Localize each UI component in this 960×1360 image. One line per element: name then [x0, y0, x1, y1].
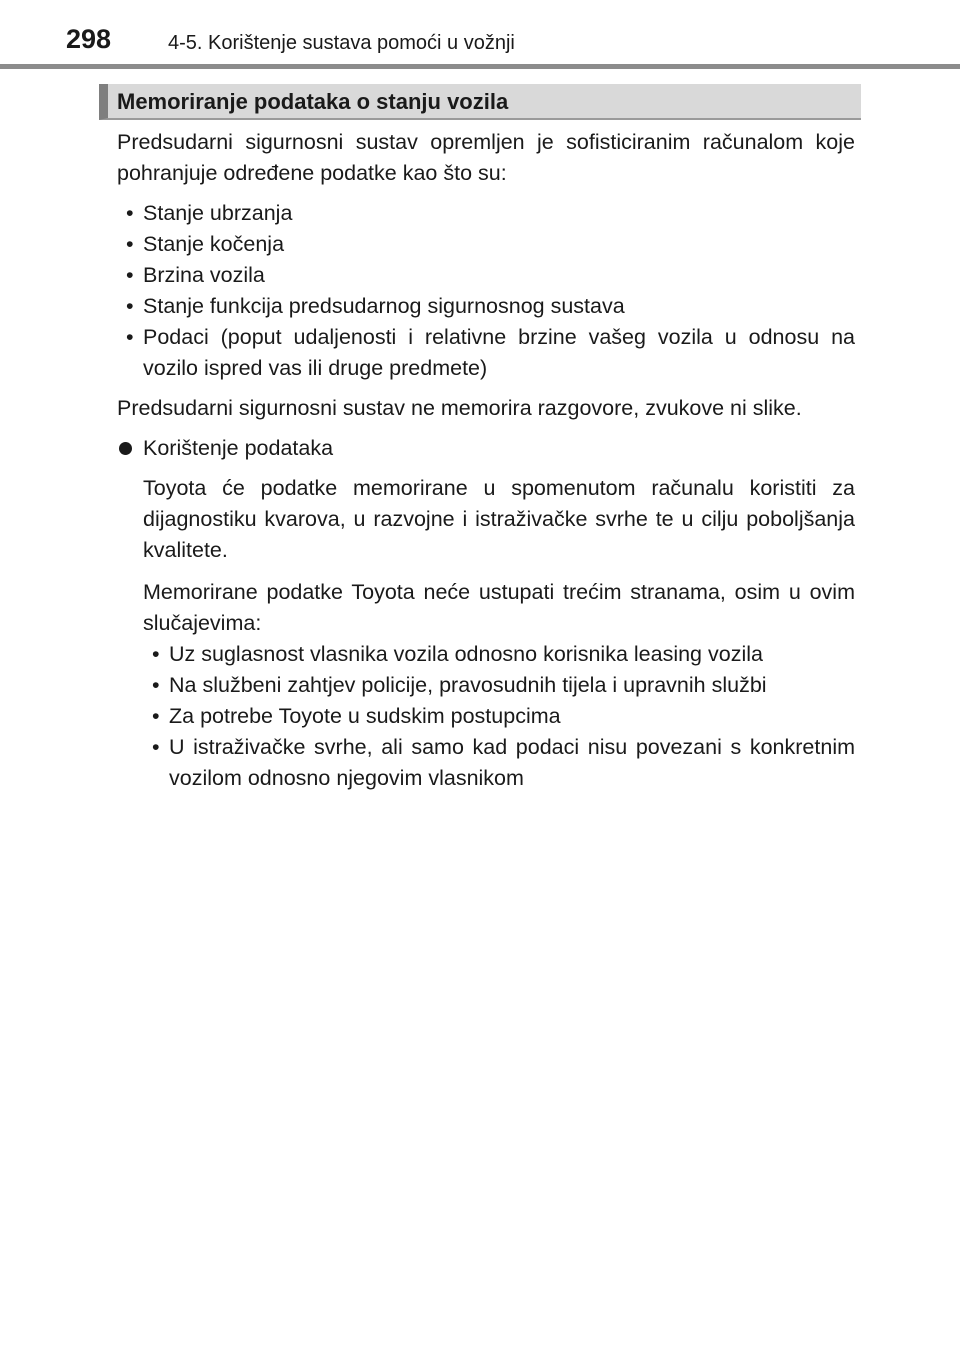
bullet-icon: • — [152, 673, 160, 697]
list-item-text: U istraživačke svrhe, ali samo kad podaci nisu povezani s konkretnim vozilom odnosno njegovim vlasnikom — [169, 735, 855, 790]
page-number: 298 — [66, 24, 112, 54]
filled-circle-icon — [119, 442, 132, 455]
usage-paragraph: Toyota će podatke memorirane u spomenutom računalu koristiti za dijagnostiku kvarova, u razvojne i istraživačke svrhe te u cilju poboljšanja kvalitete. — [143, 476, 855, 562]
list-item-text: Stanje funkcija predsudarnog sigurnosnog sustava — [143, 294, 625, 318]
bullet-icon: • — [126, 232, 134, 256]
usage-heading-text: Korištenje podataka — [143, 436, 334, 460]
list-item-text: Stanje ubrzanja — [143, 201, 293, 225]
bullet-icon: • — [152, 704, 160, 728]
list-item — [143, 701, 855, 732]
stored-data-list — [117, 198, 855, 384]
bullet-icon: • — [126, 263, 134, 287]
list-item — [117, 291, 855, 322]
list-item-text: Podaci (poput udaljenosti i relativne brzine vašeg vozila u odnosu na vozilo ispred vas ili druge predmete) — [143, 325, 855, 380]
list-item-text: Brzina vozila — [143, 263, 265, 287]
bullet-icon: • — [152, 735, 160, 759]
section-title: Memoriranje podataka o stanju vozila — [117, 89, 509, 114]
list-item — [143, 639, 855, 670]
header-divider — [0, 64, 960, 69]
bullet-icon: • — [126, 201, 134, 225]
list-item-text: Uz suglasnost vlasnika vozila odnosno korisnika leasing vozila — [169, 642, 763, 666]
list-item — [117, 260, 855, 291]
list-item — [117, 229, 855, 260]
usage-section — [117, 473, 855, 794]
bullet-icon: • — [126, 325, 134, 349]
list-item-text: Za potrebe Toyote u sudskim postupcima — [169, 704, 561, 728]
disclosure-list — [143, 639, 855, 794]
chapter-title: 4-5. Korištenje sustava pomoći u vožnji — [168, 32, 515, 54]
bullet-icon: • — [152, 642, 160, 666]
list-item — [143, 670, 855, 701]
bullet-icon: • — [126, 294, 134, 318]
not-stored-note: Predsudarni sigurnosni sustav ne memorira razgovore, zvukove ni slike. — [117, 396, 802, 420]
main-content — [117, 127, 855, 803]
intro-paragraph: Predsudarni sigurnosni sustav opremljen je sofisticiranim računalom koje pohranjuje određene podatke kao što su: — [117, 130, 855, 185]
list-item-text: Na službeni zahtjev policije, pravosudnih tijela i upravnih službi — [169, 673, 767, 697]
list-item — [117, 322, 855, 384]
usage-heading — [117, 433, 855, 464]
list-item — [143, 732, 855, 794]
list-item — [117, 198, 855, 229]
disclosure-paragraph: Memorirane podatke Toyota neće ustupati trećim stranama, osim u ovim slučajevima: — [143, 580, 855, 635]
list-item-text: Stanje kočenja — [143, 232, 285, 256]
section-title-bar — [99, 84, 861, 120]
